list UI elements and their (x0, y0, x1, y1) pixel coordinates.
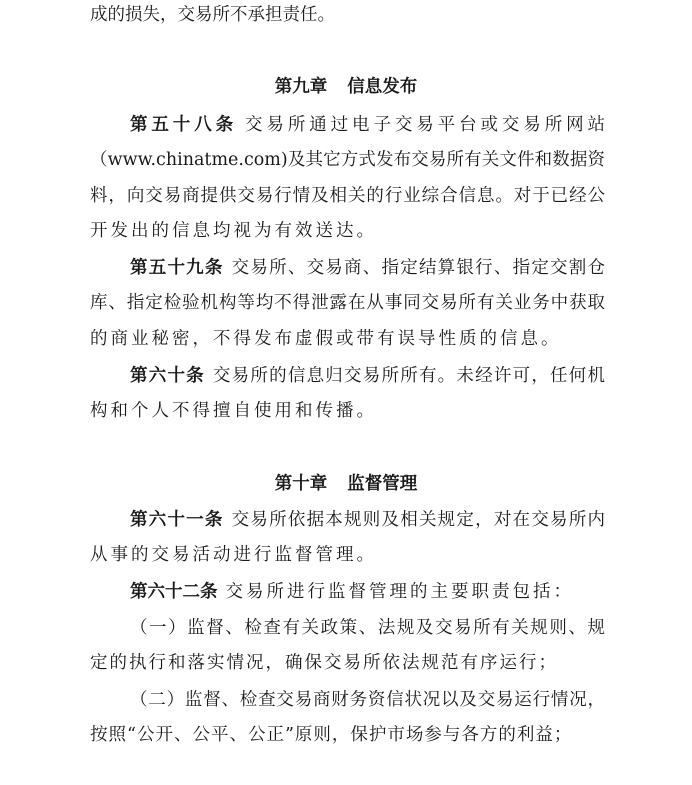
article-label: 第六十一条 (130, 510, 224, 530)
chapter-title: 监督管理 (347, 474, 418, 494)
text-line: 按照“公开、公平、公正”原则，保护市场参与各方的利益； (90, 725, 573, 745)
article-label: 第六十二条 (130, 582, 218, 602)
text-line: 库、指定检验机构等均不得泄露在从事同交易所有关业务中获取 (90, 293, 605, 313)
article-label: 第五十八条 (130, 115, 238, 135)
article-61-line (130, 508, 605, 532)
chapter-title: 信息发布 (347, 77, 418, 97)
article-label: 第六十条 (130, 366, 205, 386)
text-line: 的商业秘密，不得发布虚假或带有误导性质的信息。 (90, 329, 562, 349)
item-2-line: （二）监督、检查交易商财务资信状况以及交易运行情况， (130, 690, 605, 710)
chapter-heading (0, 472, 692, 496)
chapter-number: 第九章 (274, 77, 328, 97)
article-text: 交易所的信息归交易所所有。未经许可，任何机 (212, 366, 605, 386)
article-62-line (130, 580, 605, 604)
text-line: 成的损失，交易所不承担责任。 (90, 5, 335, 25)
text-line: 定的执行和落实情况，确保交易所依法规范有序运行； (90, 653, 558, 673)
article-label: 第五十九条 (130, 258, 224, 278)
text-line: （www.chinatme.com)及其它方式发布交易所有关文件和数据资 (90, 150, 605, 170)
article-59-line (130, 256, 605, 280)
text-line: 从事的交易活动进行监督管理。 (90, 545, 377, 565)
item-1-line: （一）监督、检查有关政策、法规及交易所有关规则、规 (130, 618, 605, 638)
article-text: 交易所依据本规则及相关规定，对在交易所内 (231, 510, 605, 530)
chapter-number: 第十章 (274, 474, 328, 494)
article-58-line (130, 113, 605, 137)
article-60-line (130, 364, 605, 388)
article-text: 交易所、交易商、指定结算银行、指定交割仓 (231, 258, 605, 278)
text-line: 构和个人不得擅自使用和传播。 (90, 401, 377, 421)
text-line: 开发出的信息均视为有效送达。 (90, 221, 377, 241)
article-text: 交易所进行监督管理的主要职责包括： (225, 582, 574, 602)
article-text: 交易所通过电子交易平台或交易所网站 (245, 115, 605, 135)
text-line: 料，向交易商提供交易行情及相关的行业综合信息。对于已经公 (90, 186, 605, 206)
chapter-heading (0, 75, 692, 99)
